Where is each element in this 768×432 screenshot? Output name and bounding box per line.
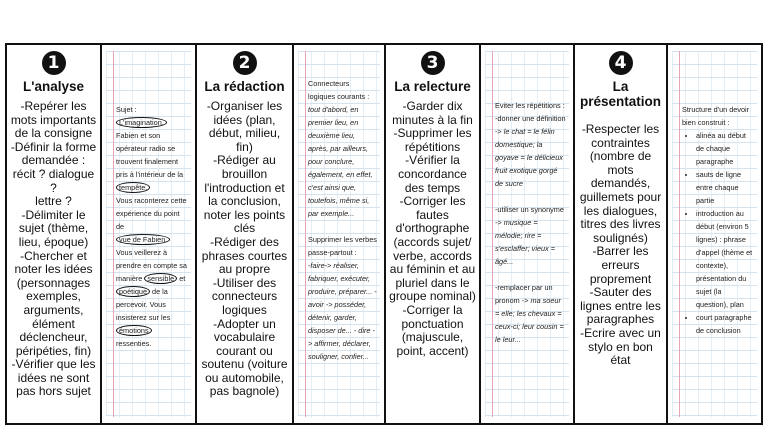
circled-word: sensible	[144, 273, 177, 284]
step-title-redaction: La rédaction	[204, 79, 285, 94]
note-sujet	[102, 45, 197, 423]
note-heading: Supprimer les verbes passe-partout :	[308, 235, 377, 257]
structure-list	[682, 129, 754, 337]
note-text: -remplacer par un pronom ->	[495, 283, 553, 305]
note-paper	[485, 51, 569, 417]
circled-word: tempête.	[116, 182, 150, 193]
note-paper	[672, 51, 757, 417]
note-connecteurs	[294, 45, 386, 423]
note-text: de la	[150, 287, 168, 296]
note-paper	[106, 51, 191, 417]
list-item: • alinéa au début de chaque paragraphe	[696, 129, 754, 168]
note-structure	[668, 45, 761, 423]
note-line: Fabien et son	[116, 131, 161, 140]
step-text-presentation: -Respecter les contraintes (nombre de mots demandés, guillemets pour les dialogues, titres des livres soulignés) -Barrer les erreurs proprement -Sauter des lignes entre les paragraphes -Ecrire avec un stylo en bon état	[579, 122, 662, 368]
note-line: Vous raconterez cette	[116, 196, 187, 205]
note-line: pris à l'intérieur de la	[116, 170, 184, 179]
step-text-redaction: -Organiser les idées (plan, début, milieu, fin) -Rédiger au brouillon l'introduction et la conclusion, noter les points clés -Rédiger des phrases courtes au propre -Utiliser des connecteurs logiques -Adopter un vocabulaire courant ou soutenu (voiture ou automobile, pas bagnole)	[201, 99, 288, 399]
list-item: • sauts de ligne entre chaque partie	[696, 168, 754, 207]
step-number-1: 1	[42, 51, 66, 75]
circled-word: L'imagination.	[116, 117, 167, 128]
step-title-analyse: L'analyse	[23, 79, 84, 94]
circled-word: poétique	[116, 286, 150, 297]
note-line: percevoir. Vous	[116, 300, 166, 309]
step-number-4: 4	[609, 51, 633, 75]
note-line: expérience du point de	[116, 209, 180, 231]
step-analyse	[7, 45, 102, 423]
note-repetitions	[481, 45, 575, 423]
note-italic: ma soeur = elle; les chevaux = ceux-ci; leur cousin = le leur...	[495, 296, 564, 344]
circled-word: émotions	[116, 325, 152, 336]
step-text-analyse: -Repérer les mots importants de la consigne -Définir la forme demandée : récit ? dialogue ? lettre ? -Délimiter le sujet (thème, lieu, époque) -Chercher et noter les idées (personnages exemples, arguments, élément déclencheur, péripéties, fin) -Vérifier que les idées ne sont pas hors sujet	[10, 99, 97, 399]
note-line: Vous veillerez à	[116, 248, 168, 257]
note-line: prendre en compte sa	[116, 261, 187, 270]
note-text: -utiliser un synonyme	[495, 205, 564, 214]
method-board	[5, 43, 763, 425]
note-italic-list: tout d'abord, en premier lieu, en deuxième lieu, après, par ailleurs, pour conclure, également, en effet, c'est ainsi que, toutefois, même si, par exemple...	[308, 105, 373, 218]
step-text-relecture: -Garder dix minutes à la fin -Supprimer les répétitions -Vérifier la concordance des temps -Corriger les fautes d'orthographe (accords sujet/ verbe, accords au féminin et au pluriel dans le groupe nominal) -Corriger la ponctuation (majuscule, point, accent)	[389, 99, 476, 358]
list-item: • court paragraphe de conclusion	[696, 311, 754, 337]
note-heading: Connecteurs logiques courants :	[308, 79, 370, 101]
circled-word: vue de Fabien.	[116, 234, 170, 245]
note-line: opérateur radio se	[116, 144, 176, 153]
step-relecture	[386, 45, 481, 423]
note-paper	[298, 51, 380, 417]
step-number-2: 2	[233, 51, 257, 75]
note-text: ressenties.	[116, 339, 152, 348]
note-line: trouvent finalement	[116, 157, 179, 166]
list-item: • introduction au début (environ 5 lignes) : phrase d'appel (thème et contexte), présentation du sujet (la question), plan	[696, 207, 754, 311]
note-italic: -> musique = mélodie; rire = s'esclaffer; vieux = âgé...	[495, 218, 555, 266]
note-heading: Eviter les répétitions :	[495, 101, 565, 110]
note-italic-list: -faire-> réaliser, fabriquer, exécuter, produire, préparer... -avoir -> posséder, détenir, garder, disposer de... - dire -> affirmer, déclarer, souligner, confier...	[308, 261, 377, 361]
step-title-relecture: La relecture	[394, 79, 471, 94]
note-italic: le chat = le félin domestique; la goyave = le délicieux fruit exotique gorgé de sucre	[495, 127, 563, 188]
note-text: et	[177, 274, 186, 283]
note-heading: Structure d'un devoir bien construit :	[682, 105, 750, 127]
step-redaction	[197, 45, 294, 423]
note-label: Sujet :	[116, 105, 137, 114]
note-line: insisterez sur les	[116, 313, 171, 322]
note-text: manière	[116, 274, 145, 283]
note-text: -donner une définition ->	[495, 114, 566, 136]
step-title-presentation: La présentation	[579, 79, 661, 109]
step-number-3: 3	[421, 51, 445, 75]
step-presentation	[575, 45, 668, 423]
